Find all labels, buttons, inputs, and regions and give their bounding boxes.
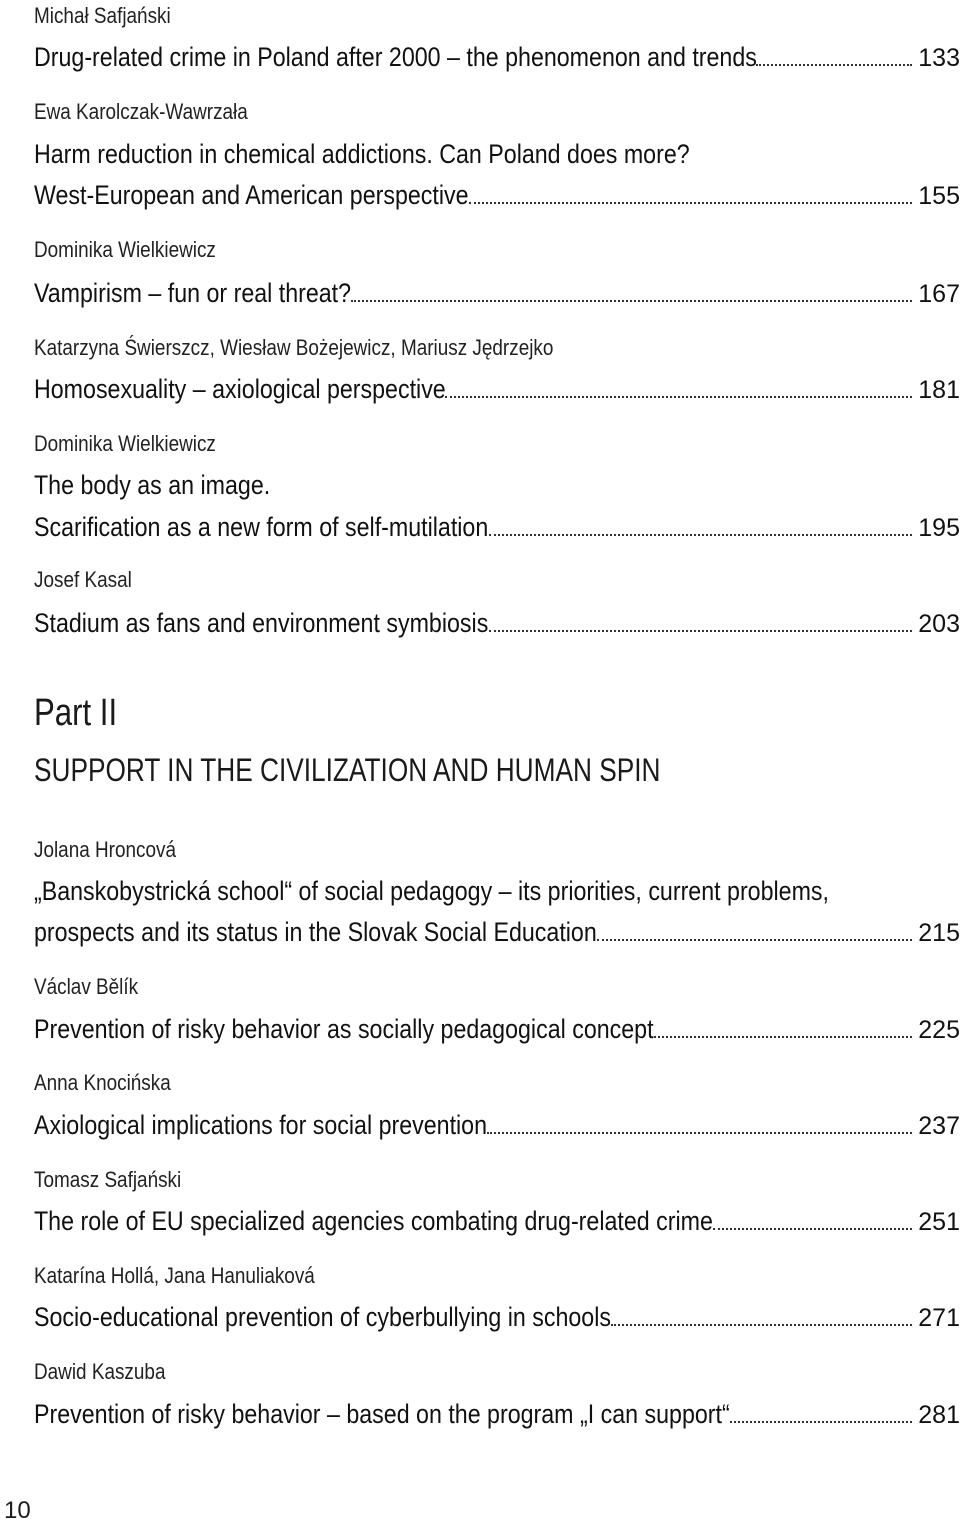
entry-author: Ewa Karolczak-Wawrzała <box>34 99 248 124</box>
part-subtitle: SUPPORT IN THE CIVILIZATION AND HUMAN SPIN <box>34 752 661 788</box>
entry-page: 195 <box>918 514 960 542</box>
entry-title-line[interactable] <box>34 1204 960 1238</box>
entry-author: Dawid Kaszuba <box>34 1359 166 1384</box>
dot-leader <box>445 395 912 398</box>
entry-page: 133 <box>918 44 960 72</box>
entry-title: Socio-educational prevention of cyberbullying in schools <box>34 1302 611 1332</box>
dot-leader <box>597 938 912 941</box>
entry-page: 155 <box>918 182 960 210</box>
dot-leader <box>713 1227 912 1230</box>
entry-title: The role of EU specialized agencies combating drug-related crime <box>34 1206 713 1236</box>
dot-leader <box>351 299 913 302</box>
entry-title: Prevention of risky behavior – based on the program „I can support“ <box>34 1399 730 1429</box>
entry-title-line[interactable] <box>34 510 960 544</box>
part-heading: Part II <box>34 692 118 734</box>
entry-title: „Banskobystrická school“ of social pedagogy – its priorities, current problems, <box>34 876 830 906</box>
entry-page: 237 <box>918 1112 960 1140</box>
entry-page: 281 <box>918 1401 960 1429</box>
page-number: 10 <box>4 1497 31 1524</box>
dot-leader <box>487 1131 912 1134</box>
entry-title: Prevention of risky behavior as socially pedagogical concept <box>34 1014 654 1044</box>
entry-author: Dominika Wielkiewicz <box>34 431 216 456</box>
entry-title-line[interactable] <box>34 915 960 949</box>
entry-title: prospects and its status in the Slovak Social Education <box>34 917 597 947</box>
dot-leader <box>730 1420 913 1423</box>
entry-page: 271 <box>918 1304 960 1332</box>
entry-title-line[interactable] <box>34 372 960 406</box>
entry-title-line[interactable] <box>34 40 960 74</box>
entry-title-line[interactable] <box>34 1300 960 1334</box>
dot-leader <box>489 533 913 536</box>
dot-leader <box>611 1323 912 1326</box>
entry-title: Drug-related crime in Poland after 2000 – the phenomenon and trends <box>34 42 757 72</box>
entry-page: 225 <box>918 1016 960 1044</box>
entry-page: 215 <box>918 919 960 947</box>
entry-title: Homosexuality – axiological perspective <box>34 374 446 404</box>
entry-page: 251 <box>918 1208 960 1236</box>
entry-title-line[interactable] <box>34 178 960 212</box>
entry-title-line[interactable] <box>34 606 960 640</box>
entry-page: 203 <box>918 610 960 638</box>
entry-title-line[interactable] <box>34 276 960 310</box>
entry-title: Harm reduction in chemical addictions. Can Poland does more? <box>34 139 690 169</box>
dot-leader <box>654 1035 912 1038</box>
entry-author: Katarzyna Świerszcz, Wiesław Bożejewicz, Mariusz Jędrzejko <box>34 335 554 360</box>
entry-title: Axiological implications for social prevention <box>34 1110 488 1140</box>
entry-author: Katarína Hollá, Jana Hanuliaková <box>34 1263 315 1288</box>
dot-leader <box>756 63 912 66</box>
entry-title-line[interactable] <box>34 1397 960 1431</box>
entry-author: Tomasz Safjański <box>34 1167 182 1192</box>
dot-leader <box>469 201 912 204</box>
entry-title: Vampirism – fun or real threat? <box>34 278 352 308</box>
entry-author: Anna Knocińska <box>34 1070 171 1095</box>
dot-leader <box>489 629 913 632</box>
entry-page: 181 <box>918 376 960 404</box>
entry-title: The body as an image. <box>34 470 271 500</box>
entry-page: 167 <box>918 280 960 308</box>
entry-title: West-European and American perspective <box>34 180 469 210</box>
entry-author: Jolana Hroncová <box>34 837 176 862</box>
entry-author: Michał Safjański <box>34 3 171 28</box>
entry-author: Josef Kasal <box>34 567 132 592</box>
entry-title: Stadium as fans and environment symbiosis <box>34 608 489 638</box>
entry-title: Scarification as a new form of self-mutilation <box>34 512 489 542</box>
entry-title-line[interactable] <box>34 1108 960 1142</box>
entry-author: Václav Bělík <box>34 974 139 999</box>
entry-author: Dominika Wielkiewicz <box>34 237 216 262</box>
entry-title-line[interactable] <box>34 1012 960 1046</box>
